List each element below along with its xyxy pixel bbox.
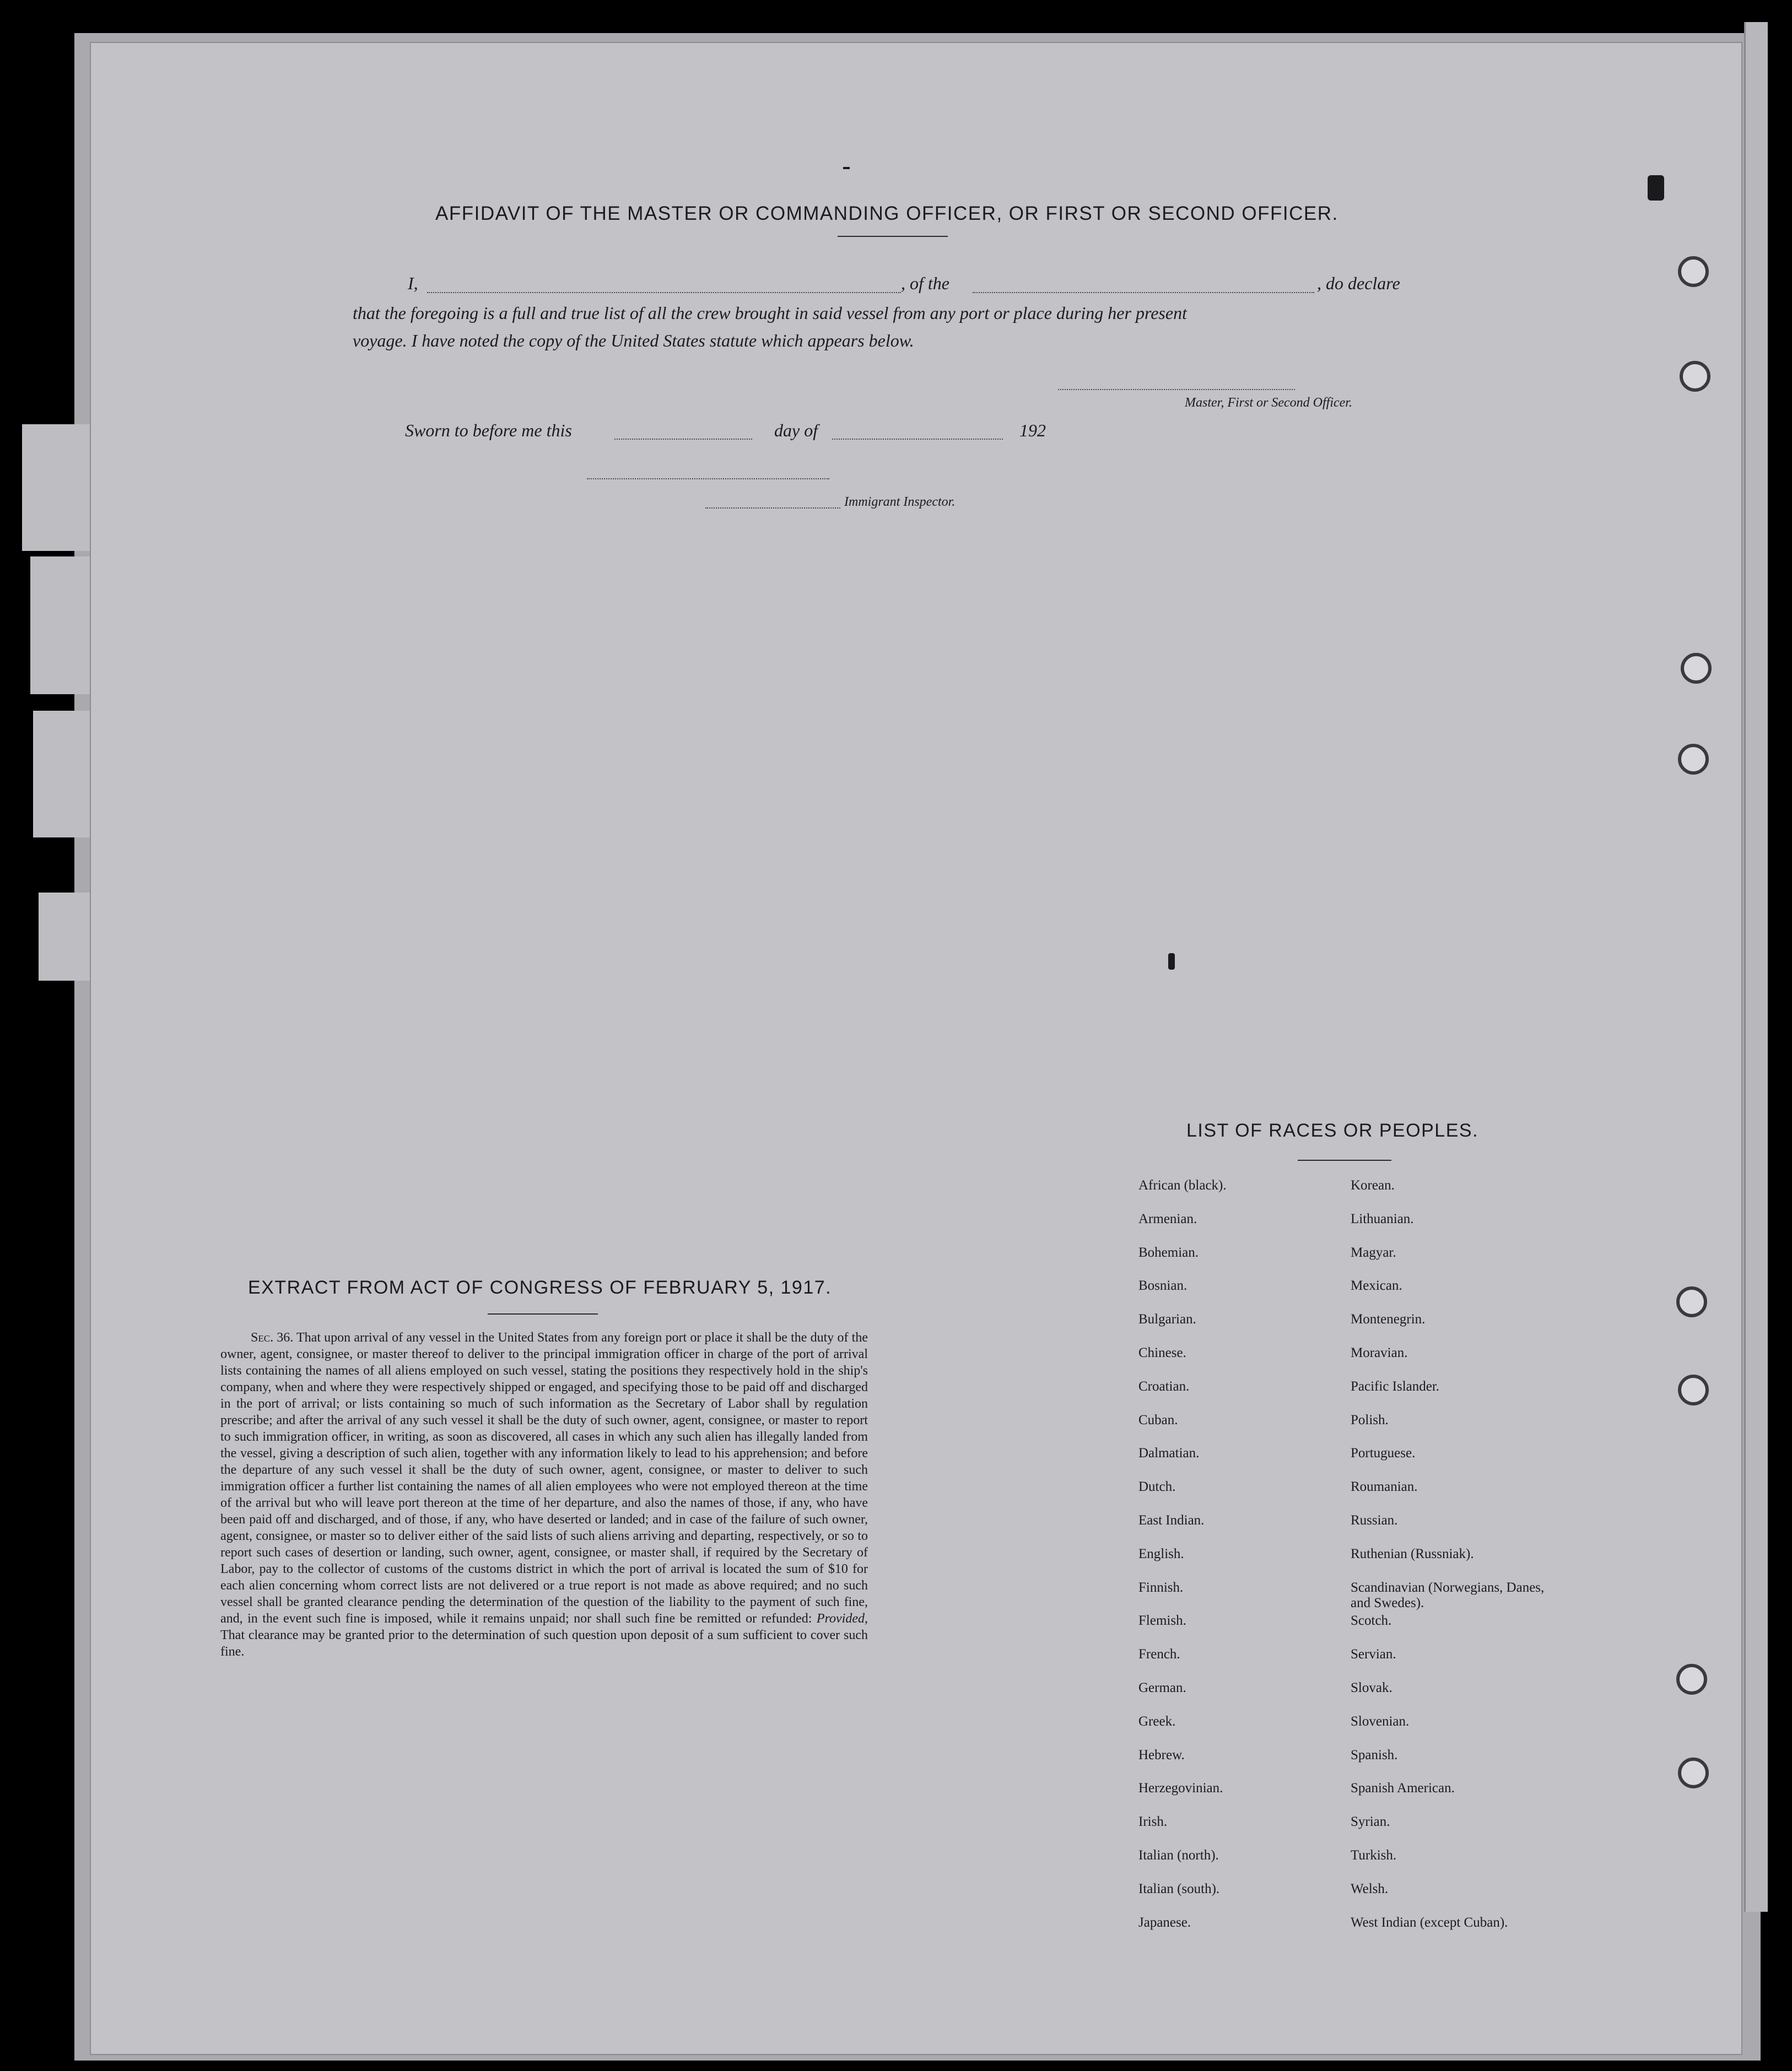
race-item: Pacific Islander. bbox=[1351, 1378, 1440, 1394]
race-item: Magyar. bbox=[1351, 1245, 1396, 1260]
race-item: Cuban. bbox=[1138, 1412, 1178, 1427]
race-item: Slovak. bbox=[1351, 1680, 1392, 1695]
race-item: West Indian (except Cuban). bbox=[1351, 1915, 1508, 1930]
extract-title-rule bbox=[488, 1313, 598, 1315]
section-label: Sec. 36. bbox=[251, 1331, 294, 1345]
ink-speck bbox=[1168, 953, 1175, 970]
name-blank bbox=[427, 292, 901, 293]
extract-title: EXTRACT FROM ACT OF CONGRESS OF FEBRUARY 5, 1917. bbox=[248, 1277, 832, 1298]
race-item: Spanish American. bbox=[1351, 1781, 1455, 1796]
punch-hole bbox=[1678, 744, 1709, 775]
inspector-signature-blank bbox=[587, 478, 829, 479]
race-item: Dutch. bbox=[1138, 1479, 1176, 1495]
race-item: English. bbox=[1138, 1546, 1184, 1561]
signature-label: Master, First or Second Officer. bbox=[1185, 396, 1352, 410]
sworn-year: 192 bbox=[1019, 420, 1046, 440]
proviso-text: That clearance may be granted prior to the determination of such question upon deposit of a sum sufficient to cover such fine. bbox=[220, 1628, 868, 1659]
races-title: LIST OF RACES OR PEOPLES. bbox=[1186, 1120, 1479, 1141]
race-item: Syrian. bbox=[1351, 1814, 1390, 1830]
race-item: Russian. bbox=[1351, 1512, 1398, 1528]
punch-hole bbox=[1678, 1758, 1709, 1788]
affidavit-line1-start: I, bbox=[408, 273, 418, 293]
race-item: Bohemian. bbox=[1138, 1245, 1199, 1260]
extract-body bbox=[220, 1329, 868, 1660]
race-item: Hebrew. bbox=[1138, 1747, 1185, 1762]
race-item: Scotch. bbox=[1351, 1613, 1392, 1629]
race-item: Korean. bbox=[1351, 1178, 1395, 1193]
race-item: Armenian. bbox=[1138, 1211, 1197, 1226]
race-item: Ruthenian (Russniak). bbox=[1351, 1546, 1474, 1561]
vessel-blank bbox=[973, 292, 1314, 293]
races-title-rule bbox=[1298, 1160, 1391, 1161]
race-item: Italian (north). bbox=[1138, 1847, 1219, 1863]
affidavit-line1-mid: , of the bbox=[901, 273, 949, 293]
sworn-day-label: day of bbox=[774, 420, 818, 440]
race-item: Italian (south). bbox=[1138, 1881, 1220, 1896]
race-item: Croatian. bbox=[1138, 1378, 1190, 1394]
race-item: French. bbox=[1138, 1647, 1180, 1662]
race-item: Montenegrin. bbox=[1351, 1312, 1426, 1327]
race-item: Dalmatian. bbox=[1138, 1446, 1200, 1461]
punch-hole bbox=[1680, 361, 1710, 392]
race-item: Mexican. bbox=[1351, 1278, 1402, 1294]
race-item: African (black). bbox=[1138, 1178, 1227, 1193]
punch-hole bbox=[1678, 256, 1709, 287]
race-item: East Indian. bbox=[1138, 1512, 1205, 1528]
race-item: Spanish. bbox=[1351, 1747, 1398, 1762]
punch-hole bbox=[1676, 1664, 1707, 1695]
race-item: Flemish. bbox=[1138, 1613, 1186, 1629]
race-item: Herzegovinian. bbox=[1138, 1781, 1223, 1796]
race-item: Bosnian. bbox=[1138, 1278, 1188, 1294]
punch-hole bbox=[1676, 1286, 1707, 1317]
race-item: Moravian. bbox=[1351, 1345, 1408, 1360]
race-item: Lithuanian. bbox=[1351, 1211, 1414, 1226]
signature-blank bbox=[1058, 389, 1295, 390]
torn-edge bbox=[22, 424, 99, 551]
ink-speck bbox=[843, 167, 850, 169]
race-item: Welsh. bbox=[1351, 1881, 1389, 1896]
affidavit-title: AFFIDAVIT OF THE MASTER OR COMMANDING OFFICER, OR FIRST OR SECOND OFFICER. bbox=[435, 203, 1338, 224]
affidavit-line1-end: , do declare bbox=[1317, 273, 1400, 293]
affidavit-line3: voyage. I have noted the copy of the United States statute which appears below. bbox=[353, 331, 914, 350]
race-item: Portuguese. bbox=[1351, 1446, 1416, 1461]
race-item: Greek. bbox=[1138, 1713, 1176, 1729]
sworn-day-blank bbox=[614, 439, 752, 440]
race-item: Japanese. bbox=[1138, 1915, 1191, 1930]
ink-speck bbox=[1648, 175, 1664, 201]
affidavit-line2: that the foregoing is a full and true list of all the crew brought in said vessel from any port or place during her present bbox=[353, 303, 1187, 323]
race-item: Slovenian. bbox=[1351, 1713, 1410, 1729]
proviso-label: Provided, bbox=[816, 1612, 868, 1626]
punch-hole bbox=[1681, 653, 1712, 684]
inspector-label: Immigrant Inspector. bbox=[844, 495, 956, 509]
page-edge bbox=[1744, 22, 1768, 1912]
sworn-month-blank bbox=[832, 439, 1003, 440]
race-item: Finnish. bbox=[1138, 1580, 1184, 1595]
race-item: Irish. bbox=[1138, 1814, 1168, 1830]
race-item: Scandinavian (Norwegians, Danes, and Swedes). bbox=[1351, 1580, 1545, 1610]
race-item: Roumanian. bbox=[1351, 1479, 1418, 1495]
race-item: Chinese. bbox=[1138, 1345, 1186, 1360]
race-item: Polish. bbox=[1351, 1412, 1389, 1427]
race-item: Turkish. bbox=[1351, 1847, 1397, 1863]
sworn-prefix: Sworn to before me this bbox=[405, 420, 572, 440]
race-item: Servian. bbox=[1351, 1647, 1396, 1662]
punch-hole bbox=[1678, 1375, 1709, 1405]
races-list bbox=[1138, 1178, 1557, 1948]
affidavit-title-rule bbox=[838, 236, 948, 237]
extract-body-text: That upon arrival of any vessel in the United States from any foreign port or place it shall be the duty of the owner, agent, consignee, or master thereof to deliver to the principal immigration officer in charge of the port of arrival lists containing the names of all aliens employed on such vessel, stating the positions they respectively hold in the ship's company, when and where they were respectively shipped or engaged, and specifying those to be paid off and discharged in the port of arrival; or lists containing so much of such information as the Secretary of Labor shall by regulation prescribe; and after the arrival of any such vessel it shall be the duty of such owner, agent, consignee, or master to report to such immigration officer, in writing, as soon as discovered, all cases in which any such alien has illegally landed from the vessel, giving a description of such alien, together with any information likely to lead to his apprehension; and before the departure of any such vessel it shall be the duty of such owner, agent, consignee, or master to deliver to such immigration officer a further list containing the names of all alien employees who were not employed thereon at the time of the arrival but who will leave port thereon at the time of her departure, and also the names of those, if any, who have been paid off and discharged, and of those, if any, who have deserted or landed; and in case of the failure of such owner, agent, consignee, or master so to deliver either of the said lists of such aliens arriving and departing, respectively, or so to report such cases of desertion or landing, such owner, agent, consignee, or master shall, if required by the Secretary of Labor, pay to the collector of customs of the customs district in which the port of arrival is located the sum of $10 for each alien concerning whom correct lists are not delivered or a true report is not made as above required; and no such vessel shall be granted clearance pending the determination of the question of the liability to the payment of such fine, and, in the event such fine is imposed, while it remains unpaid; nor shall such fine be remitted or refunded: bbox=[220, 1331, 868, 1626]
race-item: Bulgarian. bbox=[1138, 1312, 1196, 1327]
inspector-name-blank bbox=[705, 507, 840, 509]
race-item: German. bbox=[1138, 1680, 1186, 1695]
